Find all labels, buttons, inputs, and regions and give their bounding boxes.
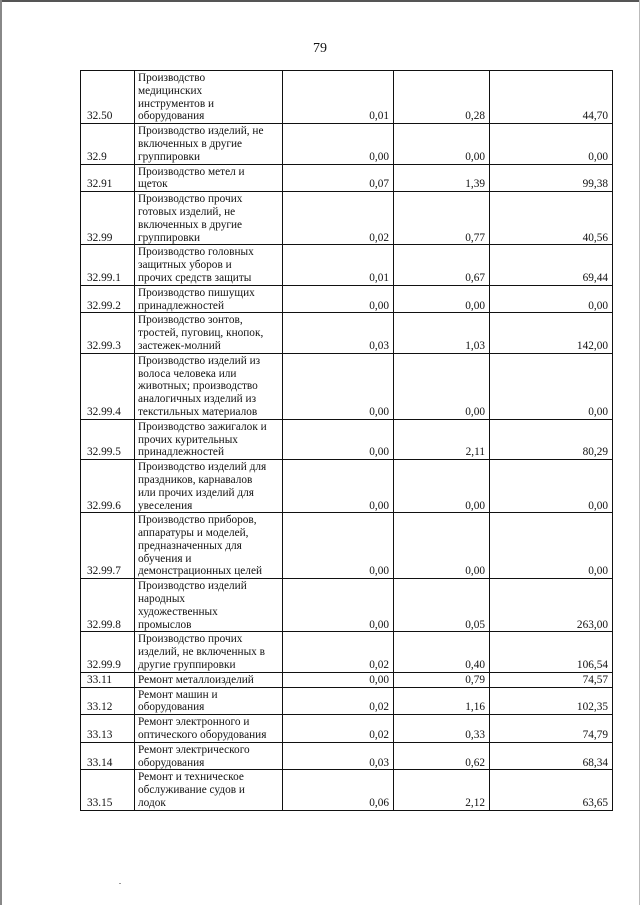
row-value-1: 0,01 [283,245,394,285]
row-code: 32.91 [81,164,135,192]
row-value-2: 1,03 [394,313,490,353]
table-row [81,71,613,124]
row-name: Ремонт металлоизделий [135,672,283,687]
table-row [81,285,613,313]
row-name: Производство головных защитных уборов и прочих средств защиты [135,245,283,285]
table-row [81,124,613,164]
row-value-1: 0,06 [283,770,394,810]
table-row [81,742,613,770]
row-code: 33.11 [81,672,135,687]
row-value-3: 69,44 [490,245,613,285]
row-value-3: 102,35 [490,687,613,715]
row-name: Производство зонтов, тростей, пуговиц, кнопок, застежек-молний [135,313,283,353]
table-row [81,419,613,459]
row-code: 32.99.5 [81,419,135,459]
row-code: 32.99 [81,192,135,245]
row-code: 32.99.6 [81,460,135,513]
row-value-2: 0,28 [394,71,490,124]
row-value-3: 68,34 [490,742,613,770]
row-value-1: 0,00 [283,124,394,164]
row-code: 32.99.4 [81,353,135,419]
row-value-3: 263,00 [490,579,613,632]
row-value-2: 0,00 [394,285,490,313]
row-value-3: 40,56 [490,192,613,245]
row-value-3: 106,54 [490,632,613,672]
table-row [81,164,613,192]
row-code: 32.99.8 [81,579,135,632]
row-value-2: 0,77 [394,192,490,245]
row-code: 32.99.2 [81,285,135,313]
row-value-1: 0,00 [283,672,394,687]
row-code: 32.99.1 [81,245,135,285]
row-value-1: 0,00 [283,419,394,459]
row-value-1: 0,02 [283,715,394,743]
table-row [81,715,613,743]
row-value-1: 0,01 [283,71,394,124]
row-value-2: 2,11 [394,419,490,459]
data-table [80,70,613,811]
row-code: 32.50 [81,71,135,124]
row-value-3: 63,65 [490,770,613,810]
row-name: Производство изделий народных художественных промыслов [135,579,283,632]
table-row [81,672,613,687]
row-name: Производство зажигалок и прочих курительных принадлежностей [135,419,283,459]
scan-edge-left [0,0,2,905]
row-code: 32.99.7 [81,513,135,579]
row-name: Производство медицинских инструментов и оборудования [135,71,283,124]
row-name: Производство приборов, аппаратуры и моделей, предназначенных для обучения и демонстрационных целей [135,513,283,579]
row-name: Производство прочих готовых изделий, не включенных в другие группировки [135,192,283,245]
row-value-3: 0,00 [490,124,613,164]
row-value-2: 2,12 [394,770,490,810]
row-value-2: 0,00 [394,460,490,513]
row-value-2: 0,00 [394,353,490,419]
row-name: Производство изделий из волоса человека или животных; производство аналогичных изделий из текстильных материалов [135,353,283,419]
row-value-2: 0,62 [394,742,490,770]
row-value-1: 0,00 [283,460,394,513]
table-row [81,687,613,715]
row-value-1: 0,00 [283,285,394,313]
row-code: 33.12 [81,687,135,715]
table-body [81,71,613,811]
row-code: 32.99.3 [81,313,135,353]
row-value-2: 1,16 [394,687,490,715]
row-value-1: 0,03 [283,742,394,770]
row-code: 33.14 [81,742,135,770]
row-name: Производство метел и щеток [135,164,283,192]
row-name: Производство пишущих принадлежностей [135,285,283,313]
row-value-3: 0,00 [490,513,613,579]
row-value-3: 0,00 [490,285,613,313]
row-value-3: 44,70 [490,71,613,124]
row-value-2: 0,79 [394,672,490,687]
row-name: Производство изделий, не включенных в другие группировки [135,124,283,164]
row-name: Производство прочих изделий, не включенных в другие группировки [135,632,283,672]
page-number: 79 [313,41,327,56]
table-row [81,245,613,285]
table-row [81,192,613,245]
row-value-3: 80,29 [490,419,613,459]
table-row [81,460,613,513]
row-value-2: 1,39 [394,164,490,192]
row-value-1: 0,03 [283,313,394,353]
row-name: Ремонт электронного и оптического оборудования [135,715,283,743]
row-name: Ремонт машин и оборудования [135,687,283,715]
row-value-3: 74,57 [490,672,613,687]
row-value-2: 0,67 [394,245,490,285]
row-value-1: 0,00 [283,353,394,419]
row-value-1: 0,02 [283,192,394,245]
row-code: 32.9 [81,124,135,164]
row-value-2: 0,33 [394,715,490,743]
row-value-3: 0,00 [490,353,613,419]
row-name: Ремонт электрического оборудования [135,742,283,770]
row-value-3: 74,79 [490,715,613,743]
table-row [81,632,613,672]
row-value-1: 0,02 [283,632,394,672]
scan-edge-top [0,0,640,2]
row-value-2: 0,05 [394,579,490,632]
row-value-2: 0,40 [394,632,490,672]
row-value-2: 0,00 [394,513,490,579]
table-row [81,353,613,419]
scan-speck [119,883,121,884]
row-code: 33.13 [81,715,135,743]
row-value-1: 0,00 [283,513,394,579]
row-name: Ремонт и техническое обслуживание судов и лодок [135,770,283,810]
row-value-1: 0,07 [283,164,394,192]
row-value-3: 142,00 [490,313,613,353]
table-row [81,513,613,579]
table-row [81,770,613,810]
row-value-1: 0,02 [283,687,394,715]
row-name: Производство изделий для праздников, карнавалов или прочих изделий для увеселения [135,460,283,513]
row-value-2: 0,00 [394,124,490,164]
table-row [81,579,613,632]
row-code: 33.15 [81,770,135,810]
row-value-1: 0,00 [283,579,394,632]
row-code: 32.99.9 [81,632,135,672]
table-row [81,313,613,353]
row-value-3: 99,38 [490,164,613,192]
row-value-3: 0,00 [490,460,613,513]
